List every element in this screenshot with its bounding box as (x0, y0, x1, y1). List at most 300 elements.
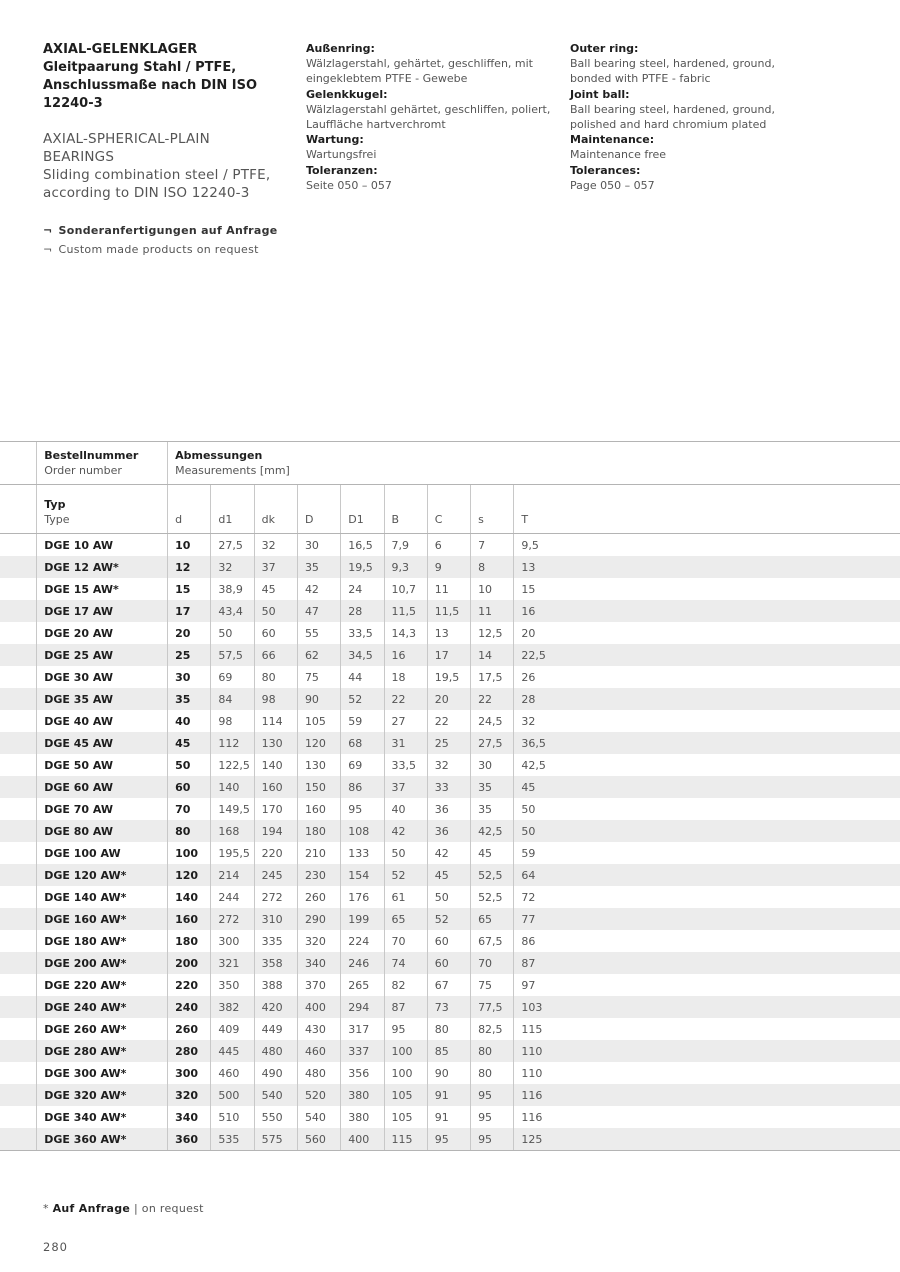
footnote-bold: Auf Anfrage (52, 1202, 131, 1215)
measurement-cell: 116 (514, 1084, 900, 1106)
measurement-cell: 337 (341, 1040, 384, 1062)
spec-value: eingeklebtem PTFE - Gewebe (306, 72, 468, 86)
measurement-cell: 540 (254, 1084, 297, 1106)
measurement-cell: 22 (384, 688, 427, 710)
measurement-cell: 17 (427, 644, 470, 666)
measurement-cell: 317 (341, 1018, 384, 1040)
measurement-cell: 210 (297, 842, 340, 864)
measurement-cell: 35 (471, 798, 514, 820)
title-en (43, 130, 293, 202)
not-sign-icon: ¬ (43, 224, 53, 237)
measurement-cell: 80 (168, 820, 211, 842)
measurement-cell: 409 (211, 1018, 254, 1040)
column-header: C (427, 485, 470, 534)
type-header: Typ Type (37, 485, 168, 534)
measurement-cell: 24 (341, 578, 384, 600)
measurement-cell: 110 (514, 1062, 900, 1084)
measurement-cell: 65 (384, 908, 427, 930)
spec-value: Ball bearing steel, hardened, ground, (570, 102, 775, 116)
measurement-cell: 380 (341, 1084, 384, 1106)
table-row (0, 864, 900, 886)
spec-label: Tolerances: (570, 163, 641, 177)
measurement-cell: 32 (254, 534, 297, 557)
measurement-cell: 50 (514, 820, 900, 842)
measurement-cell: 140 (168, 886, 211, 908)
measurement-cell: 32 (211, 556, 254, 578)
spec-value: Seite 050 – 057 (306, 178, 392, 192)
table-row (0, 556, 900, 578)
measurement-cell: 382 (211, 996, 254, 1018)
table-row (0, 622, 900, 644)
measurement-cell: 80 (471, 1062, 514, 1084)
measurement-cell: 480 (297, 1062, 340, 1084)
measurement-cell: 20 (168, 622, 211, 644)
measurement-cell: 130 (254, 732, 297, 754)
measurement-cell: 9 (427, 556, 470, 578)
measurement-cell: 400 (341, 1128, 384, 1151)
order-number-cell: DGE 20 AW (37, 622, 168, 644)
measurement-cell: 108 (341, 820, 384, 842)
measurement-cell: 19,5 (341, 556, 384, 578)
measurement-cell: 510 (211, 1106, 254, 1128)
measurement-cell: 95 (384, 1018, 427, 1040)
measurement-cell: 30 (297, 534, 340, 557)
measurement-cell: 560 (297, 1128, 340, 1151)
note-text: Sonderanfertigungen auf Anfrage (58, 224, 278, 237)
measurement-cell: 14,3 (384, 622, 427, 644)
title-de-line: Anschlussmaße nach DIN ISO (43, 78, 258, 93)
measurement-cell: 370 (297, 974, 340, 996)
measurement-cell: 290 (297, 908, 340, 930)
table-row (0, 644, 900, 666)
measurement-cell: 170 (254, 798, 297, 820)
measurement-cell: 160 (168, 908, 211, 930)
measurement-cell: 294 (341, 996, 384, 1018)
table-row (0, 1062, 900, 1084)
measurement-cell: 98 (211, 710, 254, 732)
measurement-cell: 91 (427, 1084, 470, 1106)
measurement-cell: 449 (254, 1018, 297, 1040)
measurement-cell: 230 (297, 864, 340, 886)
measurement-cell: 33,5 (384, 754, 427, 776)
spec-value: Wälzlagerstahl, gehärtet, geschliffen, mit (306, 57, 533, 71)
measurement-cell: 380 (341, 1106, 384, 1128)
table-row (0, 732, 900, 754)
measurement-cell: 37 (384, 776, 427, 798)
measurement-cell: 110 (514, 1040, 900, 1062)
order-number-cell: DGE 70 AW (37, 798, 168, 820)
measurement-cell: 272 (211, 908, 254, 930)
measurement-cell: 150 (297, 776, 340, 798)
measurement-cell: 140 (254, 754, 297, 776)
measurement-cell: 42 (384, 820, 427, 842)
measurement-cell: 35 (168, 688, 211, 710)
order-number-cell: DGE 30 AW (37, 666, 168, 688)
specs-de (306, 41, 556, 193)
measurement-cell: 52,5 (471, 864, 514, 886)
measurement-cell: 98 (254, 688, 297, 710)
measurement-cell: 32 (427, 754, 470, 776)
measurement-cell: 245 (254, 864, 297, 886)
measurement-cell: 460 (211, 1062, 254, 1084)
measurement-cell: 77 (514, 908, 900, 930)
order-number-cell: DGE 100 AW (37, 842, 168, 864)
table-row (0, 754, 900, 776)
measurement-cell: 15 (514, 578, 900, 600)
table-row (0, 600, 900, 622)
spec-value: Ball bearing steel, hardened, ground, (570, 57, 775, 71)
measurement-cell: 84 (211, 688, 254, 710)
measurement-cell: 10 (471, 578, 514, 600)
measurement-cell: 11 (427, 578, 470, 600)
measurement-cell: 500 (211, 1084, 254, 1106)
order-number-header: Bestellnummer Order number (37, 442, 168, 485)
measurement-cell: 9,3 (384, 556, 427, 578)
table-row (0, 798, 900, 820)
measurement-cell: 105 (384, 1106, 427, 1128)
measurement-cell: 180 (297, 820, 340, 842)
table-row (0, 710, 900, 732)
measurement-cell: 260 (297, 886, 340, 908)
order-number-cell: DGE 140 AW* (37, 886, 168, 908)
table-row (0, 842, 900, 864)
measurement-cell: 67,5 (471, 930, 514, 952)
measurement-cell: 224 (341, 930, 384, 952)
measurement-cell: 27,5 (471, 732, 514, 754)
table-row (0, 1106, 900, 1128)
spec-label: Wartung: (306, 133, 364, 147)
measurement-cell: 85 (427, 1040, 470, 1062)
title-en-line: Sliding combination steel / PTFE, (43, 167, 271, 183)
footnote-star: * (43, 1202, 49, 1215)
spec-label: Maintenance: (570, 133, 655, 147)
measurement-cell: 490 (254, 1062, 297, 1084)
measurement-cell: 45 (254, 578, 297, 600)
order-number-cell: DGE 200 AW* (37, 952, 168, 974)
measurement-cell: 335 (254, 930, 297, 952)
table-row (0, 776, 900, 798)
measurement-cell: 220 (168, 974, 211, 996)
measurement-cell: 60 (427, 952, 470, 974)
order-number-cell: DGE 50 AW (37, 754, 168, 776)
measurement-cell: 520 (297, 1084, 340, 1106)
table-row (0, 534, 900, 557)
measurement-cell: 45 (471, 842, 514, 864)
measurement-cell: 445 (211, 1040, 254, 1062)
measurements-header: Abmessungen Measurements [mm] (168, 442, 900, 485)
table-row (0, 952, 900, 974)
spec-value: bonded with PTFE - fabric (570, 72, 711, 86)
table-row (0, 1084, 900, 1106)
specs-en (570, 41, 820, 193)
title-de (43, 41, 283, 113)
measurement-cell: 105 (384, 1084, 427, 1106)
measurement-cell: 73 (427, 996, 470, 1018)
measurement-cell: 130 (297, 754, 340, 776)
measurement-cell: 30 (168, 666, 211, 688)
measurement-cell: 95 (471, 1084, 514, 1106)
measurement-cell: 42 (427, 842, 470, 864)
order-number-cell: DGE 300 AW* (37, 1062, 168, 1084)
measurement-cell: 149,5 (211, 798, 254, 820)
measurement-cell: 140 (211, 776, 254, 798)
measurement-cell: 77,5 (471, 996, 514, 1018)
measurement-cell: 60 (427, 930, 470, 952)
measurement-cell: 400 (297, 996, 340, 1018)
measurement-cell: 50 (427, 886, 470, 908)
measurement-cell: 27,5 (211, 534, 254, 557)
measurement-cell: 20 (427, 688, 470, 710)
order-number-cell: DGE 120 AW* (37, 864, 168, 886)
table-row (0, 1040, 900, 1062)
order-number-cell: DGE 60 AW (37, 776, 168, 798)
column-header: dk (254, 485, 297, 534)
order-number-cell: DGE 10 AW (37, 534, 168, 557)
measurement-cell: 31 (384, 732, 427, 754)
title-en-line: AXIAL-SPHERICAL-PLAIN (43, 131, 210, 147)
order-number-cell: DGE 15 AW* (37, 578, 168, 600)
measurement-cell: 59 (341, 710, 384, 732)
table-row (0, 1018, 900, 1040)
title-de-line: Gleitpaarung Stahl / PTFE, (43, 60, 237, 75)
measurement-cell: 320 (297, 930, 340, 952)
order-number-cell: DGE 12 AW* (37, 556, 168, 578)
order-number-cell: DGE 40 AW (37, 710, 168, 732)
measurement-cell: 35 (471, 776, 514, 798)
measurement-cell: 80 (254, 666, 297, 688)
table-row (0, 930, 900, 952)
measurement-cell: 55 (297, 622, 340, 644)
measurement-cell: 60 (254, 622, 297, 644)
measurement-cell: 120 (168, 864, 211, 886)
measurement-cell: 356 (341, 1062, 384, 1084)
measurement-cell: 28 (514, 688, 900, 710)
table-row (0, 666, 900, 688)
measurement-cell: 340 (297, 952, 340, 974)
measurement-cell: 45 (168, 732, 211, 754)
measurement-cell: 22 (427, 710, 470, 732)
spec-value: Page 050 – 057 (570, 178, 655, 192)
measurement-cell: 47 (297, 600, 340, 622)
title-en-line: BEARINGS (43, 149, 115, 165)
measurement-cell: 25 (168, 644, 211, 666)
measurement-cell: 120 (297, 732, 340, 754)
measurement-cell: 115 (514, 1018, 900, 1040)
measurement-cell: 100 (384, 1062, 427, 1084)
measurement-cell: 90 (297, 688, 340, 710)
measurement-cell: 214 (211, 864, 254, 886)
measurement-cell: 280 (168, 1040, 211, 1062)
measurement-cell: 300 (168, 1062, 211, 1084)
order-number-cell: DGE 320 AW* (37, 1084, 168, 1106)
measurement-cell: 14 (471, 644, 514, 666)
table-row (0, 974, 900, 996)
measurement-cell: 75 (471, 974, 514, 996)
order-number-cell: DGE 220 AW* (37, 974, 168, 996)
measurement-cell: 340 (168, 1106, 211, 1128)
measurement-cell: 180 (168, 930, 211, 952)
measurement-cell: 24,5 (471, 710, 514, 732)
column-header: T (514, 485, 900, 534)
spec-value: Lauffläche hartverchromt (306, 118, 446, 132)
measurement-cell: 13 (427, 622, 470, 644)
spec-label: Außenring: (306, 42, 375, 55)
measurement-cell: 575 (254, 1128, 297, 1151)
measurement-cell: 36 (427, 820, 470, 842)
table-row (0, 688, 900, 710)
measurement-cell: 26 (514, 666, 900, 688)
measurement-cell: 42,5 (514, 754, 900, 776)
measurement-cell: 220 (254, 842, 297, 864)
measurement-cell: 160 (297, 798, 340, 820)
measurement-cell: 50 (211, 622, 254, 644)
measurement-cell: 12,5 (471, 622, 514, 644)
spec-label: Toleranzen: (306, 163, 378, 177)
table-row (0, 908, 900, 930)
table-row (0, 1128, 900, 1151)
measurement-cell: 12 (168, 556, 211, 578)
measurement-cell: 30 (471, 754, 514, 776)
measurement-cell: 10,7 (384, 578, 427, 600)
measurement-cell: 52 (427, 908, 470, 930)
measurement-cell: 45 (514, 776, 900, 798)
measurement-cell: 69 (341, 754, 384, 776)
measurement-cell: 133 (341, 842, 384, 864)
spec-value: Wartungsfrei (306, 148, 377, 162)
measurement-cell: 61 (384, 886, 427, 908)
column-header: D (297, 485, 340, 534)
order-number-cell: DGE 360 AW* (37, 1128, 168, 1151)
measurement-cell: 80 (471, 1040, 514, 1062)
measurement-cell: 66 (254, 644, 297, 666)
measurement-cell: 50 (384, 842, 427, 864)
table-row (0, 820, 900, 842)
spec-value: Maintenance free (570, 148, 667, 162)
measurement-cell: 103 (514, 996, 900, 1018)
measurement-cell: 358 (254, 952, 297, 974)
measurement-cell: 240 (168, 996, 211, 1018)
measurement-cell: 7,9 (384, 534, 427, 557)
measurement-cell: 321 (211, 952, 254, 974)
measurement-cell: 59 (514, 842, 900, 864)
order-number-cell: DGE 340 AW* (37, 1106, 168, 1128)
measurement-cell: 105 (297, 710, 340, 732)
measurement-cell: 22,5 (514, 644, 900, 666)
measurement-cell: 535 (211, 1128, 254, 1151)
measurement-cell: 28 (341, 600, 384, 622)
measurement-cell: 11,5 (384, 600, 427, 622)
measurement-cell: 95 (471, 1106, 514, 1128)
table-row (0, 886, 900, 908)
column-header: B (384, 485, 427, 534)
measurement-cell: 44 (341, 666, 384, 688)
measurement-cell: 388 (254, 974, 297, 996)
measurement-cell: 42,5 (471, 820, 514, 842)
measurement-cell: 272 (254, 886, 297, 908)
measurement-cell: 300 (211, 930, 254, 952)
measurement-cell: 19,5 (427, 666, 470, 688)
measurement-cell: 87 (384, 996, 427, 1018)
title-en-line: according to DIN ISO 12240-3 (43, 185, 250, 201)
measurement-cell: 74 (384, 952, 427, 974)
measurement-cell: 40 (168, 710, 211, 732)
measurement-cell: 33,5 (341, 622, 384, 644)
column-header: D1 (341, 485, 384, 534)
measurement-cell: 82,5 (471, 1018, 514, 1040)
column-header: s (471, 485, 514, 534)
bearing-table (0, 441, 900, 1151)
measurement-cell: 70 (384, 930, 427, 952)
measurement-cell: 122,5 (211, 754, 254, 776)
measurement-cell: 10 (168, 534, 211, 557)
measurement-cell: 100 (168, 842, 211, 864)
measurement-cell: 95 (341, 798, 384, 820)
measurement-cell: 160 (254, 776, 297, 798)
spec-value: polished and hard chromium plated (570, 118, 767, 132)
measurement-cell: 350 (211, 974, 254, 996)
measurement-cell: 18 (384, 666, 427, 688)
order-number-cell: DGE 45 AW (37, 732, 168, 754)
measurement-cell: 36 (427, 798, 470, 820)
measurement-cell: 6 (427, 534, 470, 557)
measurement-cell: 45 (427, 864, 470, 886)
measurement-cell: 16,5 (341, 534, 384, 557)
measurement-cell: 540 (297, 1106, 340, 1128)
measurement-cell: 17,5 (471, 666, 514, 688)
measurement-cell: 38,9 (211, 578, 254, 600)
measurement-cell: 50 (254, 600, 297, 622)
page-number: 280 (43, 1240, 68, 1254)
measurement-cell: 480 (254, 1040, 297, 1062)
title-de-line: AXIAL-GELENKLAGER (43, 42, 198, 57)
not-sign-icon: ¬ (43, 243, 53, 256)
measurement-cell: 82 (384, 974, 427, 996)
measurement-cell: 40 (384, 798, 427, 820)
measurement-cell: 95 (471, 1128, 514, 1151)
note-text: Custom made products on request (58, 243, 259, 256)
order-number-cell: DGE 17 AW (37, 600, 168, 622)
table-row (0, 578, 900, 600)
measurement-cell: 116 (514, 1106, 900, 1128)
column-header: d1 (211, 485, 254, 534)
order-number-cell: DGE 25 AW (37, 644, 168, 666)
measurement-cell: 86 (514, 930, 900, 952)
table-row (0, 996, 900, 1018)
measurement-cell: 194 (254, 820, 297, 842)
measurement-cell: 16 (514, 600, 900, 622)
table-column-header-row (0, 485, 900, 534)
measurement-cell: 550 (254, 1106, 297, 1128)
measurement-cell: 37 (254, 556, 297, 578)
measurement-cell: 36,5 (514, 732, 900, 754)
measurement-cell: 95 (427, 1128, 470, 1151)
order-number-cell: DGE 160 AW* (37, 908, 168, 930)
measurement-cell: 27 (384, 710, 427, 732)
measurement-cell: 50 (168, 754, 211, 776)
measurement-cell: 265 (341, 974, 384, 996)
measurement-cell: 114 (254, 710, 297, 732)
measurement-cell: 60 (168, 776, 211, 798)
measurement-cell: 125 (514, 1128, 900, 1151)
measurement-cell: 360 (168, 1128, 211, 1151)
measurement-cell: 112 (211, 732, 254, 754)
measurement-cell: 52 (384, 864, 427, 886)
measurement-cell: 86 (341, 776, 384, 798)
spec-label: Joint ball: (570, 87, 630, 101)
measurement-cell: 90 (427, 1062, 470, 1084)
measurement-cell: 97 (514, 974, 900, 996)
measurement-cell: 52 (341, 688, 384, 710)
